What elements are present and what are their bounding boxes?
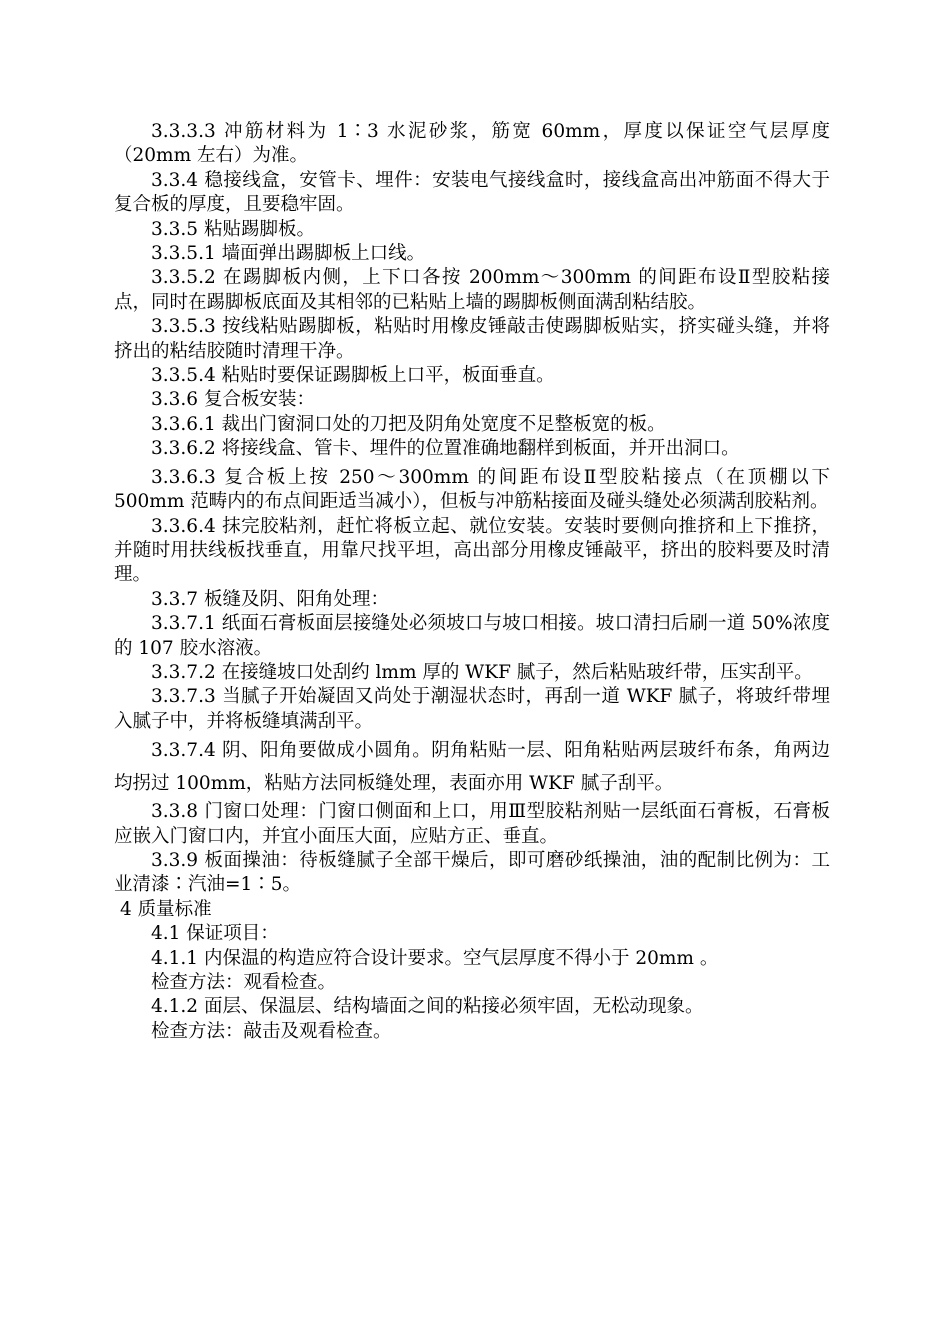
paragraph-3-3-9: 3.3.9 板面操油：待板缝腻子全部干燥后，即可磨砂纸操油，油的配制比例为：工业清漆∶汽油=1∶5。 xyxy=(114,849,830,896)
paragraph-4-1: 4.1 保证项目： xyxy=(151,923,279,945)
paragraph-3-3-5-4: 3.3.5.4 粘贴时要保证踢脚板上口平，板面垂直。 xyxy=(151,365,555,387)
paragraph-3-3-5-3: 3.3.5.3 按线粘贴踢脚板，粘贴时用橡皮锤敲击使踢脚板贴实，挤实碰头缝，并将挤出的粘结胶随时清理干净。 xyxy=(114,316,830,362)
paragraph-3-3-3-3: 3.3.3.3 冲筋材料为 1∶3 水泥砂浆，筋宽 60mm，厚度以保证空气层厚度（20mm 左右）为准。 xyxy=(114,121,830,167)
paragraph-3-3-6-2: 3.3.6.2 将接线盒、管卡、埋件的位置准确地翻样到板面，并开出洞口。 xyxy=(151,438,740,460)
paragraph-3-3-5: 3.3.5 粘贴踢脚板。 xyxy=(151,218,315,240)
inspection-method-4-1-2: 检查方法：敲击及观看检查。 xyxy=(151,1020,392,1042)
inspection-method-4-1-1: 检查方法：观看检查。 xyxy=(151,972,337,993)
paragraph-3-3-6: 3.3.6 复合板安装： xyxy=(151,389,315,411)
paragraph-3-3-4: 3.3.4 稳接线盒，安管卡、埋件：安装电气接线盒时，接线盒高出冲筋面不得大于复合板的厚度，且要稳牢固。 xyxy=(114,169,830,216)
paragraph-3-3-6-4: 3.3.6.4 抹完胶粘剂，赶忙将板立起、就位安装。安装时要侧向推挤和上下推挤，并随时用扶线板找垂直，用靠尺找平坦，高出部分用橡皮锤敲平，挤出的胶料要及时清理。 xyxy=(114,515,830,586)
paragraph-3-3-6-3: 3.3.6.3 复合板上按 250～300mm 的间距布设Ⅱ型胶粘接点（在顶棚以下 500mm 范畴内的布点间距适当减小），但板与冲筋粘接面及碰头缝处必须满刮胶粘剂。 xyxy=(114,466,830,513)
paragraph-3-3-7: 3.3.7 板缝及阴、阳角处理： xyxy=(151,588,389,610)
paragraph-4-1-2: 4.1.2 面层、保温层、结构墙面之间的粘接必须牢固，无松动现象。 xyxy=(151,996,704,1018)
paragraph-3-3-5-1: 3.3.5.1 墙面弹出踢脚板上口线。 xyxy=(151,243,426,265)
paragraph-3-3-7-2: 3.3.7.2 在接缝坡口处刮约 lmm 厚的 WKF 腻子，然后粘贴玻纤带，压实刮平。 xyxy=(151,661,813,683)
paragraph-4-1-1: 4.1.1 内保温的构造应符合设计要求。空气层厚度不得小于 20mm 。 xyxy=(151,947,719,969)
document-body xyxy=(114,120,830,1044)
paragraph-3-3-8: 3.3.8 门窗口处理：门窗口侧面和上口，用Ⅲ型胶粘剂贴一层纸面石膏板，石膏板应嵌入门窗口内，并宜小面压大面，应贴方正、垂直。 xyxy=(114,801,830,847)
paragraph-3-3-7-1: 3.3.7.1 纸面石膏板面层接缝处必须坡口与坡口相接。坡口清扫后刷一道 50%浓度的 107 胶水溶液。 xyxy=(114,613,830,659)
paragraph-3-3-5-2: 3.3.5.2 在踢脚板内侧，上下口各按 200mm～300mm 的间距布设Ⅱ型胶粘接点，同时在踢脚板底面及其相邻的已粘贴上墙的踢脚板侧面满刮粘结胶。 xyxy=(114,267,830,313)
paragraph-3-3-7-3: 3.3.7.3 当腻子开始凝固又尚处于潮湿状态时，再刮一道 WKF 腻子，将玻纤带埋入腻子中，并将板缝填满刮平。 xyxy=(114,686,830,732)
paragraph-3-3-6-1: 3.3.6.1 裁出门窗洞口处的刀把及阴角处宽度不足整板宽的板。 xyxy=(151,413,666,435)
section-heading-quality-standard: 4 质量标准 xyxy=(120,898,212,920)
paragraph-3-3-7-4: 3.3.7.4 阴、阳角要做成小圆角。阴角粘贴一层、阳角粘贴两层玻纤布条，角两边均拐过 100mm，粘贴方法同板缝处理，表面亦用 WKF 腻子刮平。 xyxy=(114,740,830,795)
